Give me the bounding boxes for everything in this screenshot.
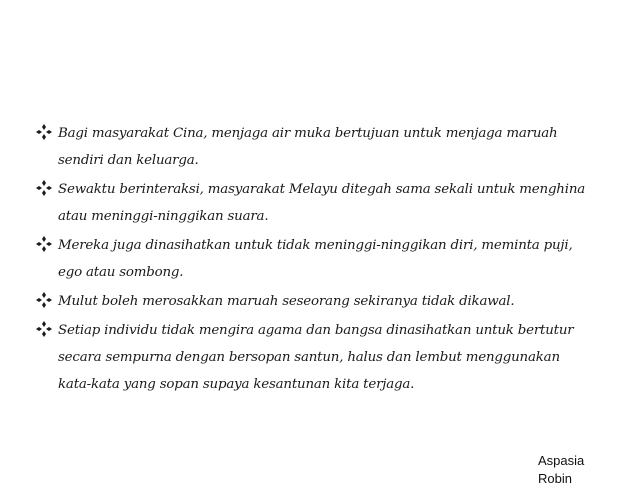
diamond-bullet-icon (36, 176, 58, 200)
author-first-name: Aspasia (538, 453, 585, 468)
author-credit (538, 452, 618, 488)
bullet-text: Bagi masyarakat Cina, menjaga air muka bertujuan untuk menjaga maruah sendiri dan keluarga. (58, 126, 558, 168)
diamond-bullet-icon (36, 288, 58, 312)
bullet-item (36, 288, 596, 315)
author-last-name: Robin (538, 471, 572, 486)
bullet-item (36, 120, 596, 174)
bullet-text: Setiap individu tidak mengira agama dan bangsa dinasihatkan untuk bertutur secara sempurna dengan bersopan santun, halus dan lembut menggunakan kata-kata yang sopan supaya kesantunan kita terjaga. (58, 323, 574, 392)
bullet-text: Mulut boleh merosakkan maruah seseorang sekiranya tidak dikawal. (58, 294, 515, 309)
bullet-item (36, 317, 596, 398)
bullet-item (36, 232, 596, 286)
diamond-bullet-icon (36, 317, 58, 341)
bullet-list (36, 120, 596, 400)
bullet-text: Sewaktu berinteraksi, masyarakat Melayu ditegah sama sekali untuk menghina atau meninggi-ninggikan suara. (58, 182, 586, 224)
bullet-text: Mereka juga dinasihatkan untuk tidak meninggi-ninggikan diri, meminta puji, ego atau sombong. (58, 238, 573, 280)
diamond-bullet-icon (36, 120, 58, 144)
diamond-bullet-icon (36, 232, 58, 256)
bullet-item (36, 176, 596, 230)
